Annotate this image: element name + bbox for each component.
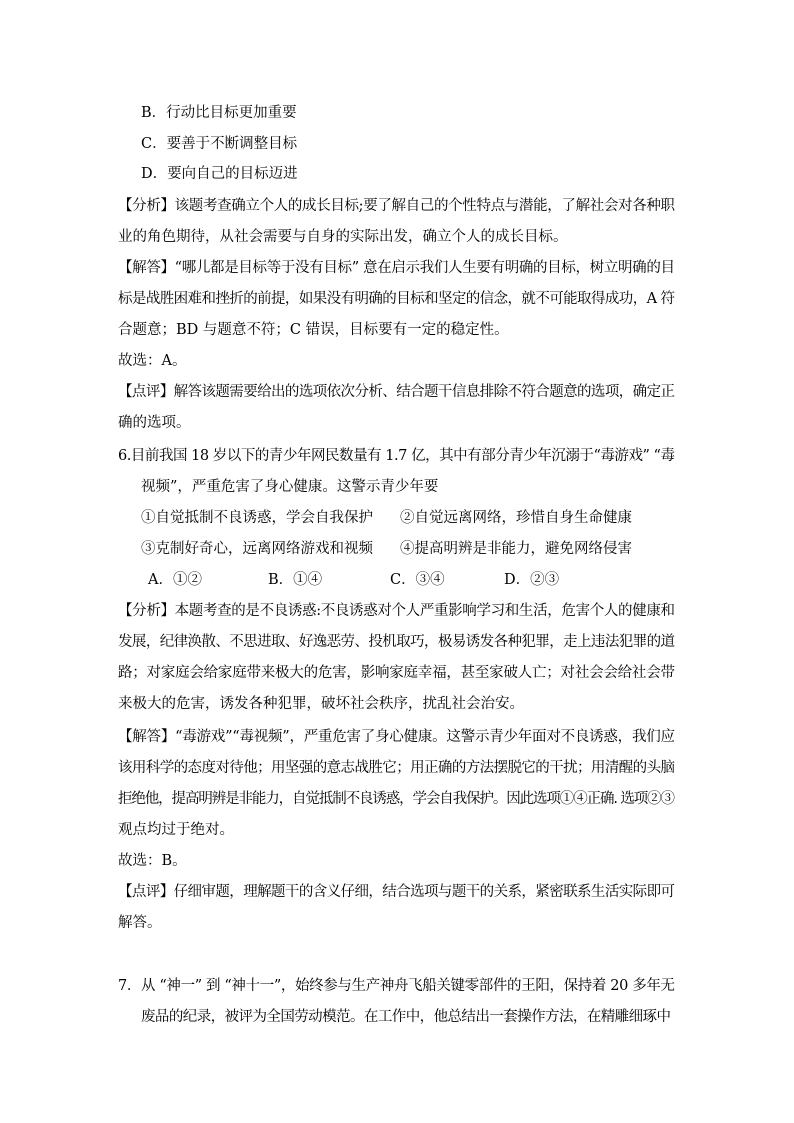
option-b: B．①④ bbox=[268, 572, 323, 588]
statement-4: ④提高明辨是非能力，避免网络侵害 bbox=[400, 541, 632, 557]
statement-3: ③克制好奇心，远离网络游戏和视频 bbox=[141, 541, 373, 557]
comment-line: 【点评】解答该题需要给出的选项依次分析、结合题干信息排除不符合题意的选项，确定正 bbox=[118, 384, 675, 400]
answer-line: 合题意；BD 与题意不符；C 错误，目标要有一定的稳定性。 bbox=[118, 322, 509, 338]
comment-line: 【点评】仔细审题，理解题干的含义仔细，结合选项与题干的关系，紧密联系生活实际即可 bbox=[118, 884, 675, 900]
analysis-line: 【分析】本题考查的是不良诱惑:不良诱惑对个人严重影响学习和生活，危害个人的健康和 bbox=[118, 603, 675, 619]
answer-line: 【解答】“哪儿都是目标等于没有目标” 意在启示我们人生要有明确的目标，树立明确的目 bbox=[118, 260, 675, 276]
answer-line: 【解答】“毒游戏”“毒视频”，严重危害了身心健康。这警示青少年面对不良诱惑，我们应 bbox=[118, 729, 675, 745]
answer-line: 观点均过于绝对。 bbox=[118, 822, 234, 838]
answer-line: 该用科学的态度对待他；用坚强的意志战胜它；用正确的方法摆脱它的干扰；用清醒的头脑 bbox=[118, 760, 675, 776]
choice-line: 故选：A。 bbox=[118, 353, 187, 369]
statement-2: ②自觉远离网络，珍惜自身生命健康 bbox=[400, 510, 632, 526]
question-7-stem: 7．从 “神一” 到 “神十一”，始终参与生产神舟飞船关键零部件的王阳，保持着 20 多年无 bbox=[118, 978, 675, 994]
choice-line: 故选：B。 bbox=[118, 853, 187, 869]
option-a: A．①② bbox=[148, 572, 202, 588]
analysis-line: 发展，纪律涣散、不思进取、好逸恶劳、投机取巧，极易诱发各种犯罪，走上违法犯罪的道 bbox=[118, 634, 675, 650]
option-d: D．②③ bbox=[504, 572, 560, 588]
analysis-line: 【分析】该题考查确立个人的成长目标;要了解自己的个性特点与潜能，了解社会对各种职 bbox=[118, 198, 675, 214]
analysis-line: 路；对家庭会给家庭带来极大的危害，影响家庭幸福，甚至家破人亡；对社会会给社会带 bbox=[118, 665, 675, 681]
analysis-line: 业的角色期待，从社会需要与自身的实际出发，确立个人的成长目标。 bbox=[118, 229, 568, 245]
statement-1: ①自觉抵制不良诱惑，学会自我保护 bbox=[141, 510, 373, 526]
option-d: D．要向自己的目标迈进 bbox=[141, 166, 298, 182]
question-7-stem: 废品的纪录，被评为全国劳动模范。在工作中，他总结出一套操作方法，在精雕细琢中 bbox=[141, 1009, 671, 1025]
answer-line: 拒绝他，提高明辨是非能力，自觉抵制不良诱惑，学会自我保护。因此选项①④正确. 选项②③ bbox=[118, 791, 674, 807]
comment-line: 确的选项。 bbox=[118, 415, 191, 431]
question-6-stem: 视频”，严重危害了身心健康。这警示青少年要 bbox=[141, 479, 439, 495]
answer-line: 标是战胜困难和挫折的前提，如果没有明确的目标和坚定的信念，就不可能取得成功，A 符 bbox=[118, 291, 675, 307]
comment-line: 解答。 bbox=[118, 915, 162, 931]
option-c: C．③④ bbox=[390, 572, 445, 588]
question-6-stem: 6.目前我国 18 岁以下的青少年网民数量有 1.7 亿，其中有部分青少年沉溺于“毒游戏” “毒 bbox=[118, 448, 675, 464]
option-c: C．要善于不断调整目标 bbox=[141, 136, 298, 152]
option-b: B．行动比目标更加重要 bbox=[141, 105, 297, 121]
analysis-line: 来极大的危害，诱发各种犯罪，破坏社会秩序，扰乱社会治安。 bbox=[118, 696, 524, 712]
